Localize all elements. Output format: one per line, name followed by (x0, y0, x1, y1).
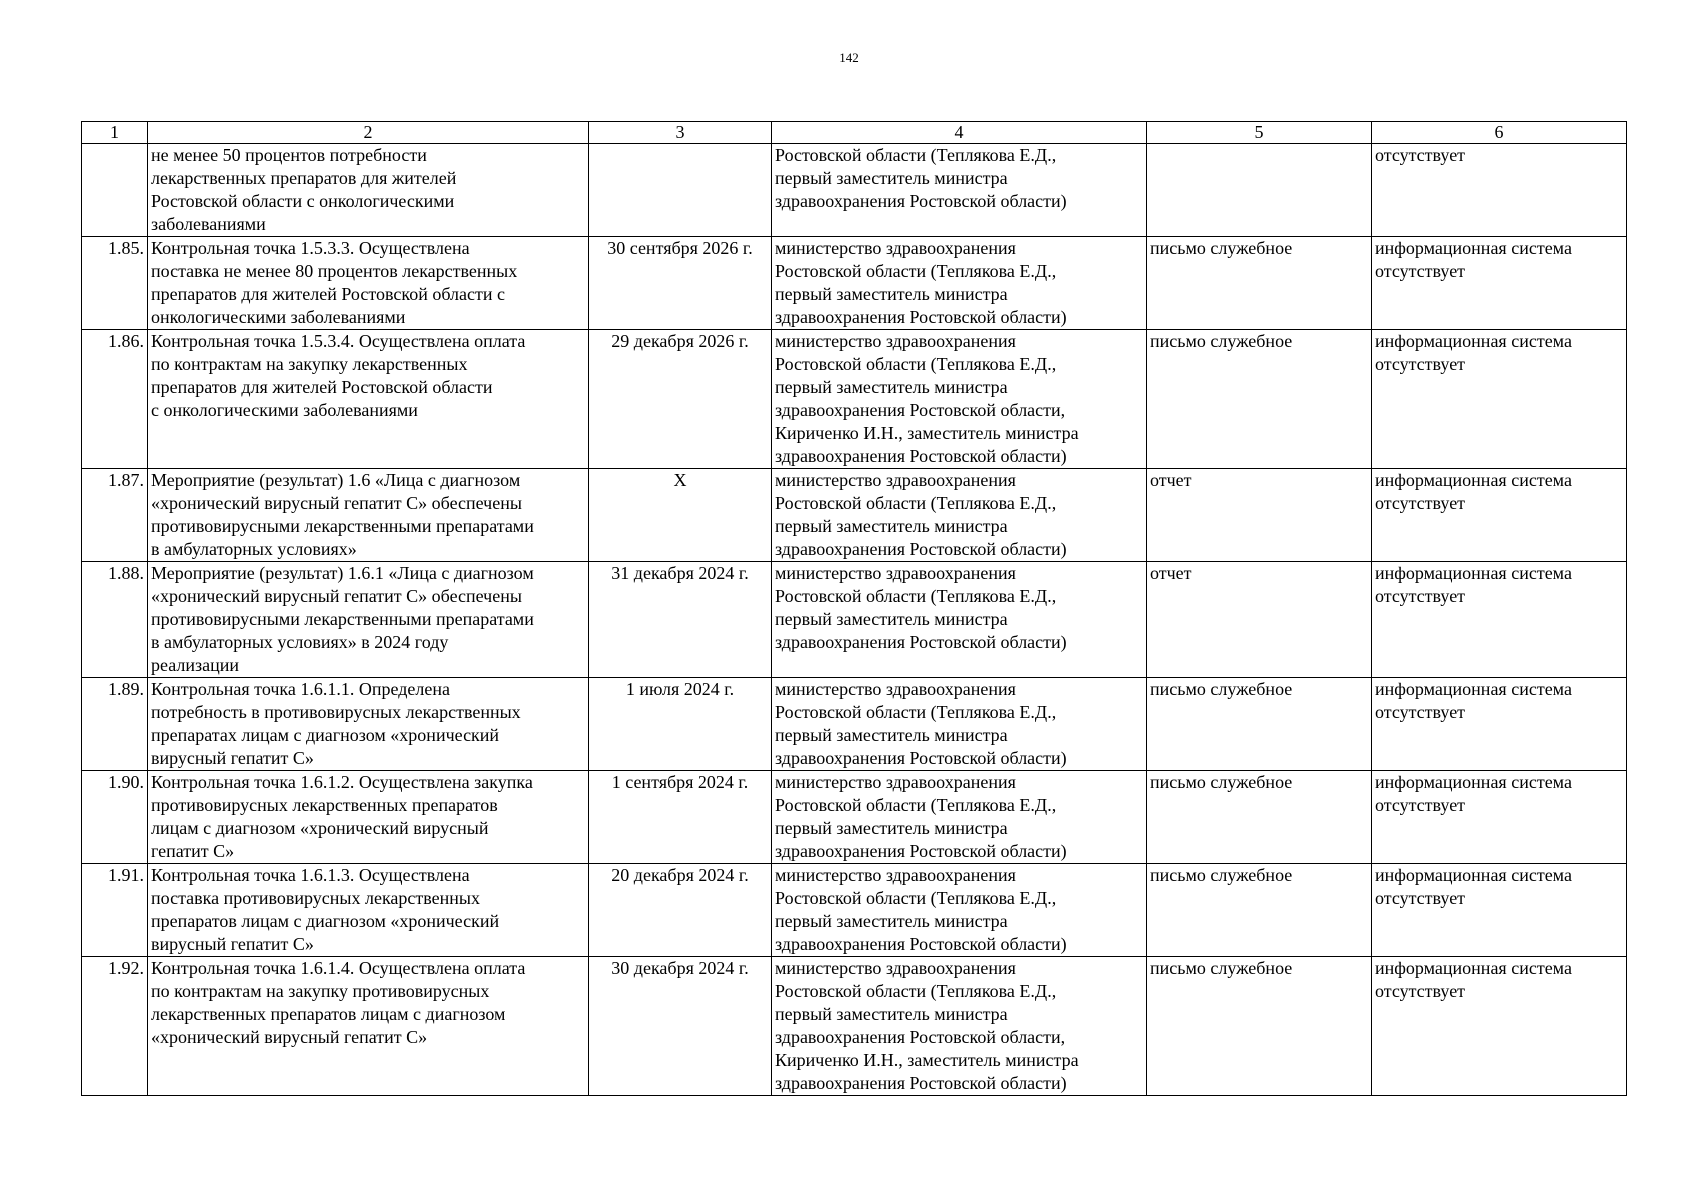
information-system-text: информационная система отсутствует (1375, 331, 1572, 374)
header-row (82, 122, 1627, 144)
confirming-document-text: письмо служебное (1150, 238, 1293, 258)
column-header-6: 6 (1372, 122, 1627, 144)
row-number-text: 1.91. (108, 865, 144, 885)
cell-responsible-executor (772, 469, 1147, 562)
table-row (82, 562, 1627, 678)
cell-responsible-executor (772, 678, 1147, 771)
event-description-text: Контрольная точка 1.6.1.2. Осуществлена закупка противовирусных лекарственных препаратов лицам с диагнозом «хронический вирусный гепатит С» (151, 772, 533, 861)
responsible-executor-text: министерство здравоохранения Ростовской области (Теплякова Е.Д., первый заместитель министра здравоохранения Ростовской области) (775, 679, 1067, 768)
responsible-executor-text: министерство здравоохранения Ростовской области (Теплякова Е.Д., первый заместитель министра здравоохранения Ростовской области) (775, 470, 1067, 559)
information-system-text: информационная система отсутствует (1375, 679, 1572, 722)
table-header (82, 122, 1627, 144)
deadline-date-text: 30 декабря 2024 г. (611, 958, 749, 978)
event-description-text: Контрольная точка 1.6.1.3. Осуществлена поставка противовирусных лекарственных препаратов лицам с диагнозом «хронический вирусный гепатит С» (151, 865, 500, 954)
deadline-date-text: 1 июля 2024 г. (625, 679, 735, 699)
cell-event-description (148, 957, 589, 1096)
confirming-document-text: письмо служебное (1150, 331, 1293, 351)
deadline-date-text: 29 декабря 2026 г. (611, 331, 749, 351)
cell-row-number (82, 330, 148, 469)
deadline-date-text: 30 сентября 2026 г. (607, 238, 753, 258)
responsible-executor-text: Ростовской области (Теплякова Е.Д., первый заместитель министра здравоохранения Ростовской области) (775, 145, 1067, 211)
confirming-document-text: письмо служебное (1150, 772, 1293, 792)
cell-confirming-document (1147, 237, 1372, 330)
row-number-text: 1.90. (108, 772, 144, 792)
event-description-text: не менее 50 процентов потребности лекарственных препаратов для жителей Ростовской области с онкологическими заболеваниями (151, 145, 457, 234)
responsible-executor-text: министерство здравоохранения Ростовской области (Теплякова Е.Д., первый заместитель министра здравоохранения Ростовской области) (775, 865, 1067, 954)
cell-information-system (1372, 469, 1627, 562)
column-header-2: 2 (148, 122, 589, 144)
event-description-text: Мероприятие (результат) 1.6.1 «Лица с диагнозом «хронический вирусный гепатит С» обеспечены противовирусными лекарственными препаратами в амбулаторных условиях» в 2024 году реализации (151, 563, 534, 675)
cell-information-system (1372, 864, 1627, 957)
cell-deadline-date (589, 957, 772, 1096)
cell-event-description (148, 678, 589, 771)
deadline-date-text: 20 декабря 2024 г. (611, 865, 749, 885)
responsible-executor-text: министерство здравоохранения Ростовской области (Теплякова Е.Д., первый заместитель министра здравоохранения Ростовской области) (775, 563, 1067, 652)
cell-confirming-document (1147, 144, 1372, 237)
table-row (82, 330, 1627, 469)
cell-event-description (148, 469, 589, 562)
cell-responsible-executor (772, 237, 1147, 330)
page-number: 142 (839, 50, 859, 65)
row-number-text: 1.87. (108, 470, 144, 490)
row-number-text: 1.89. (108, 679, 144, 699)
cell-information-system (1372, 957, 1627, 1096)
row-number-text: 1.86. (108, 331, 144, 351)
cell-responsible-executor (772, 330, 1147, 469)
cell-information-system (1372, 330, 1627, 469)
table-body (82, 144, 1627, 1096)
cell-row-number (82, 678, 148, 771)
column-header-4: 4 (772, 122, 1147, 144)
row-number-text: 1.88. (108, 563, 144, 583)
cell-row-number (82, 144, 148, 237)
confirming-document-text: письмо служебное (1150, 958, 1293, 978)
responsible-executor-text: министерство здравоохранения Ростовской области (Теплякова Е.Д., первый заместитель министра здравоохранения Ростовской области, Кириченко И.Н., заместитель министра здравоохранения Ростовской области) (775, 958, 1079, 1093)
event-description-text: Контрольная точка 1.6.1.4. Осуществлена оплата по контрактам на закупку противовирусных лекарственных препаратов лицам с диагнозом «хронический вирусный гепатит С» (151, 958, 526, 1047)
information-system-text: информационная система отсутствует (1375, 958, 1572, 1001)
table-row (82, 957, 1627, 1096)
confirming-document-text: письмо служебное (1150, 865, 1293, 885)
cell-deadline-date (589, 562, 772, 678)
information-system-text: информационная система отсутствует (1375, 772, 1572, 815)
event-description-text: Контрольная точка 1.5.3.4. Осуществлена оплата по контрактам на закупку лекарственных препаратов для жителей Ростовской области с онкологическими заболеваниями (151, 331, 526, 420)
deadline-date-text: Х (673, 470, 687, 490)
cell-responsible-executor (772, 771, 1147, 864)
cell-deadline-date (589, 144, 772, 237)
cell-responsible-executor (772, 144, 1147, 237)
row-number-text: 1.92. (108, 958, 144, 978)
event-description-text: Контрольная точка 1.6.1.1. Определена потребность в противовирусных лекарственных препаратах лицам с диагнозом «хронический вирусный гепатит С» (151, 679, 521, 768)
cell-confirming-document (1147, 678, 1372, 771)
cell-deadline-date (589, 237, 772, 330)
cell-deadline-date (589, 469, 772, 562)
cell-information-system (1372, 771, 1627, 864)
cell-row-number (82, 771, 148, 864)
table-row (82, 678, 1627, 771)
cell-deadline-date (589, 330, 772, 469)
cell-row-number (82, 562, 148, 678)
cell-confirming-document (1147, 330, 1372, 469)
cell-event-description (148, 237, 589, 330)
column-header-5: 5 (1147, 122, 1372, 144)
event-description-text: Контрольная точка 1.5.3.3. Осуществлена поставка не менее 80 процентов лекарственных препаратов для жителей Ростовской области с онкологическими заболеваниями (151, 238, 518, 327)
cell-confirming-document (1147, 957, 1372, 1096)
table-row (82, 864, 1627, 957)
cell-deadline-date (589, 864, 772, 957)
cell-information-system (1372, 562, 1627, 678)
cell-row-number (82, 864, 148, 957)
cell-event-description (148, 864, 589, 957)
cell-confirming-document (1147, 562, 1372, 678)
control-points-table (81, 121, 1627, 1096)
cell-responsible-executor (772, 957, 1147, 1096)
cell-event-description (148, 330, 589, 469)
information-system-text: информационная система отсутствует (1375, 238, 1572, 281)
cell-responsible-executor (772, 864, 1147, 957)
cell-information-system (1372, 237, 1627, 330)
cell-confirming-document (1147, 864, 1372, 957)
column-header-1: 1 (82, 122, 148, 144)
event-description-text: Мероприятие (результат) 1.6 «Лица с диагнозом «хронический вирусный гепатит С» обеспечены противовирусными лекарственными препаратами в амбулаторных условиях» (151, 470, 534, 559)
cell-row-number (82, 957, 148, 1096)
cell-deadline-date (589, 678, 772, 771)
cell-information-system (1372, 678, 1627, 771)
cell-confirming-document (1147, 771, 1372, 864)
responsible-executor-text: министерство здравоохранения Ростовской области (Теплякова Е.Д., первый заместитель министра здравоохранения Ростовской области) (775, 772, 1067, 861)
confirming-document-text: отчет (1150, 563, 1192, 583)
table-row (82, 144, 1627, 237)
cell-event-description (148, 771, 589, 864)
column-header-3: 3 (589, 122, 772, 144)
information-system-text: информационная система отсутствует (1375, 865, 1572, 908)
table-row (82, 237, 1627, 330)
cell-confirming-document (1147, 469, 1372, 562)
information-system-text: информационная система отсутствует (1375, 470, 1572, 513)
deadline-date-text: 31 декабря 2024 г. (611, 563, 749, 583)
cell-row-number (82, 469, 148, 562)
confirming-document-text: отчет (1150, 470, 1192, 490)
cell-event-description (148, 144, 589, 237)
information-system-text: информационная система отсутствует (1375, 563, 1572, 606)
cell-information-system (1372, 144, 1627, 237)
cell-responsible-executor (772, 562, 1147, 678)
responsible-executor-text: министерство здравоохранения Ростовской области (Теплякова Е.Д., первый заместитель министра здравоохранения Ростовской области) (775, 238, 1067, 327)
responsible-executor-text: министерство здравоохранения Ростовской области (Теплякова Е.Д., первый заместитель министра здравоохранения Ростовской области, Кириченко И.Н., заместитель министра здравоохранения Ростовской области) (775, 331, 1079, 466)
table-row (82, 469, 1627, 562)
table-row (82, 771, 1627, 864)
row-number-text: 1.85. (108, 238, 144, 258)
information-system-text: отсутствует (1375, 145, 1466, 165)
cell-row-number (82, 237, 148, 330)
confirming-document-text: письмо служебное (1150, 679, 1293, 699)
cell-deadline-date (589, 771, 772, 864)
deadline-date-text: 1 сентября 2024 г. (611, 772, 749, 792)
cell-event-description (148, 562, 589, 678)
